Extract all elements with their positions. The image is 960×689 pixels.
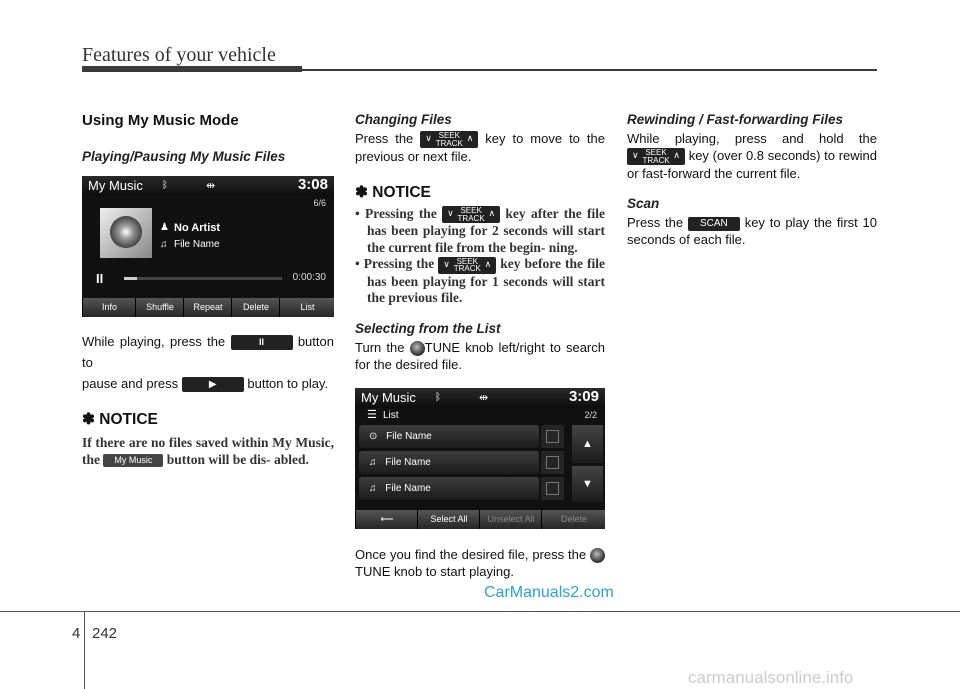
notice-title: NOTICE xyxy=(372,184,431,202)
header-bar xyxy=(82,66,302,72)
play-icon: ⊙ xyxy=(369,430,378,442)
para-text: Once you find the desired file, press the xyxy=(355,546,587,562)
para-text: Press the xyxy=(355,131,414,146)
delete-button[interactable]: Delete xyxy=(231,298,280,317)
list-screen xyxy=(355,388,605,529)
column-1 xyxy=(82,112,334,468)
notice-text: button will be dis- abled. xyxy=(166,451,309,467)
pause-icon[interactable]: II xyxy=(96,271,104,286)
list-label: List xyxy=(383,409,399,421)
artist-name: No Artist xyxy=(174,222,221,234)
para-text: TUNE knob to start playing. xyxy=(355,564,514,579)
para-text: While playing, press the xyxy=(82,334,226,349)
list-item[interactable] xyxy=(359,451,539,474)
unselect-all-button[interactable]: Unselect All xyxy=(479,510,542,529)
bluetooth-icon: ᛒ xyxy=(435,391,441,403)
notice-bullet-2 xyxy=(355,256,605,306)
para-text: TUNE knob left/right to search for the desired file. xyxy=(355,339,605,372)
screen-clock: 3:08 xyxy=(297,176,328,193)
tune-paragraph xyxy=(355,546,605,580)
progress-track[interactable] xyxy=(124,277,282,280)
tune-knob-icon xyxy=(410,341,425,356)
notice-text: • Pressing the xyxy=(355,206,437,222)
row-checkbox[interactable] xyxy=(541,425,564,448)
album-art xyxy=(100,208,152,258)
rewinding-paragraph xyxy=(627,130,877,182)
screen-title: My Music xyxy=(361,389,416,405)
select-all-button[interactable]: Select All xyxy=(417,510,480,529)
subheading-changing: Changing Files xyxy=(355,112,452,127)
para-text: key (over 0.8 seconds) to rewind or fast-forward the current file. xyxy=(627,148,877,182)
list-button[interactable]: List xyxy=(279,298,334,317)
repeat-button[interactable]: Repeat xyxy=(183,298,232,317)
selecting-paragraph xyxy=(355,339,605,373)
subheading-scan: Scan xyxy=(627,196,660,212)
subheading-rewinding: Rewinding / Fast-forwarding Files xyxy=(627,112,844,127)
seek-track-key: ∨ SEEK TRACK ∧ xyxy=(438,257,496,274)
page-header-title: Features of your vehicle xyxy=(82,44,276,66)
notice-title: NOTICE xyxy=(99,411,158,428)
list-item-label: File Name xyxy=(385,456,431,468)
seek-label: SEEK xyxy=(645,148,667,158)
file-name: File Name xyxy=(174,239,220,250)
track-label: TRACK xyxy=(453,264,481,274)
scroll-up-button[interactable]: ▲ xyxy=(572,425,603,463)
seek-label: SEEK xyxy=(460,206,482,216)
header-rule xyxy=(302,69,877,71)
changing-paragraph xyxy=(355,130,605,165)
back-arrow-icon: ⟵ xyxy=(380,513,394,524)
notice-bullet-1 xyxy=(355,206,605,256)
scan-paragraph xyxy=(627,214,877,248)
chapter-number: 4 xyxy=(72,625,81,642)
notice-heading: ✽ NOTICE xyxy=(355,184,431,202)
bluetooth-icon: ᛒ xyxy=(162,180,168,191)
row-checkbox[interactable] xyxy=(541,451,564,474)
seek-label: SEEK xyxy=(438,131,460,141)
para-text: key to move to the previous or next file. xyxy=(355,131,605,165)
screen-title: My Music xyxy=(88,178,143,193)
my-music-screen xyxy=(82,176,334,317)
list-item-label: File Name xyxy=(386,430,432,442)
page-number: 242 xyxy=(92,625,118,642)
delete-button[interactable]: Delete xyxy=(541,510,605,529)
seek-track-key: ∨ SEEK TRACK ∧ xyxy=(442,206,500,223)
subheading-playing: Playing/Pausing My Music Files xyxy=(82,149,286,164)
scan-key: SCAN xyxy=(688,217,740,231)
music-note-icon: ♫ xyxy=(160,239,168,250)
footer-rule xyxy=(0,611,960,612)
watermark[interactable]: CarManuals2.com xyxy=(484,584,614,601)
seek-label: SEEK xyxy=(456,256,478,266)
para-text: button to xyxy=(82,334,334,370)
elapsed-time: 0:00:30 xyxy=(292,272,326,283)
track-label: TRACK xyxy=(435,138,463,148)
usb-icon: ⇹ xyxy=(479,391,489,404)
shuffle-button[interactable]: Shuffle xyxy=(135,298,184,317)
tune-knob-icon xyxy=(590,548,605,563)
section-heading: Using My Music Mode xyxy=(82,112,239,129)
usb-icon: ⇹ xyxy=(206,180,216,192)
watermark-footer: carmanualsonline.info xyxy=(688,668,854,687)
disc-icon xyxy=(110,216,142,248)
notice-text: • Pressing the xyxy=(355,256,435,272)
back-button[interactable] xyxy=(355,510,418,529)
para-text: Turn the xyxy=(355,339,405,355)
track-count: 6/6 xyxy=(313,198,326,208)
screen-clock: 3:09 xyxy=(568,387,599,405)
artist-icon: ♟ xyxy=(160,222,169,233)
notice-text: key before the file has been playing for 1 seconds will start the previous file. xyxy=(367,256,605,306)
notice-text: If there are no files saved within My Music, the xyxy=(82,435,334,467)
my-music-key: My Music xyxy=(103,454,163,467)
list-item-label: File Name xyxy=(385,482,431,494)
para-text: key to play the first 10 seconds of each file. xyxy=(627,215,877,248)
seek-track-key: ∨ SEEK TRACK ∧ xyxy=(420,131,478,148)
para-text: While playing, press and hold the xyxy=(627,131,877,146)
music-note-icon: ♫ xyxy=(369,456,377,468)
para-text: pause and press xyxy=(82,376,179,391)
progress-fill xyxy=(124,277,137,280)
info-button[interactable]: Info xyxy=(82,298,136,317)
track-label: TRACK xyxy=(457,213,485,223)
play-pause-paragraph xyxy=(82,331,334,394)
row-checkbox[interactable] xyxy=(541,477,564,500)
pause-key: II xyxy=(231,335,293,350)
music-note-icon: ♫ xyxy=(369,482,377,494)
seek-track-key: ∨ SEEK TRACK ∧ xyxy=(627,148,685,165)
subheading-selecting: Selecting from the List xyxy=(355,320,501,336)
column-2 xyxy=(355,112,605,580)
play-key: ▶ xyxy=(182,377,244,392)
track-label: TRACK xyxy=(642,155,670,165)
list-item[interactable] xyxy=(359,477,539,500)
column-3 xyxy=(627,112,877,248)
footer-divider xyxy=(84,612,85,689)
notice-text: key after the file has been playing for 2 seconds will start the current file from the begin- ning. xyxy=(367,206,605,255)
list-icon: ☰ xyxy=(367,408,377,421)
notice-heading: ✽ NOTICE xyxy=(82,411,158,428)
scroll-down-button[interactable]: ▼ xyxy=(572,466,603,502)
para-text: button to play. xyxy=(247,376,329,391)
notice-body xyxy=(82,435,334,468)
para-text: Press the xyxy=(627,215,684,231)
page-indicator: 2/2 xyxy=(584,409,597,420)
list-item[interactable] xyxy=(359,425,539,448)
